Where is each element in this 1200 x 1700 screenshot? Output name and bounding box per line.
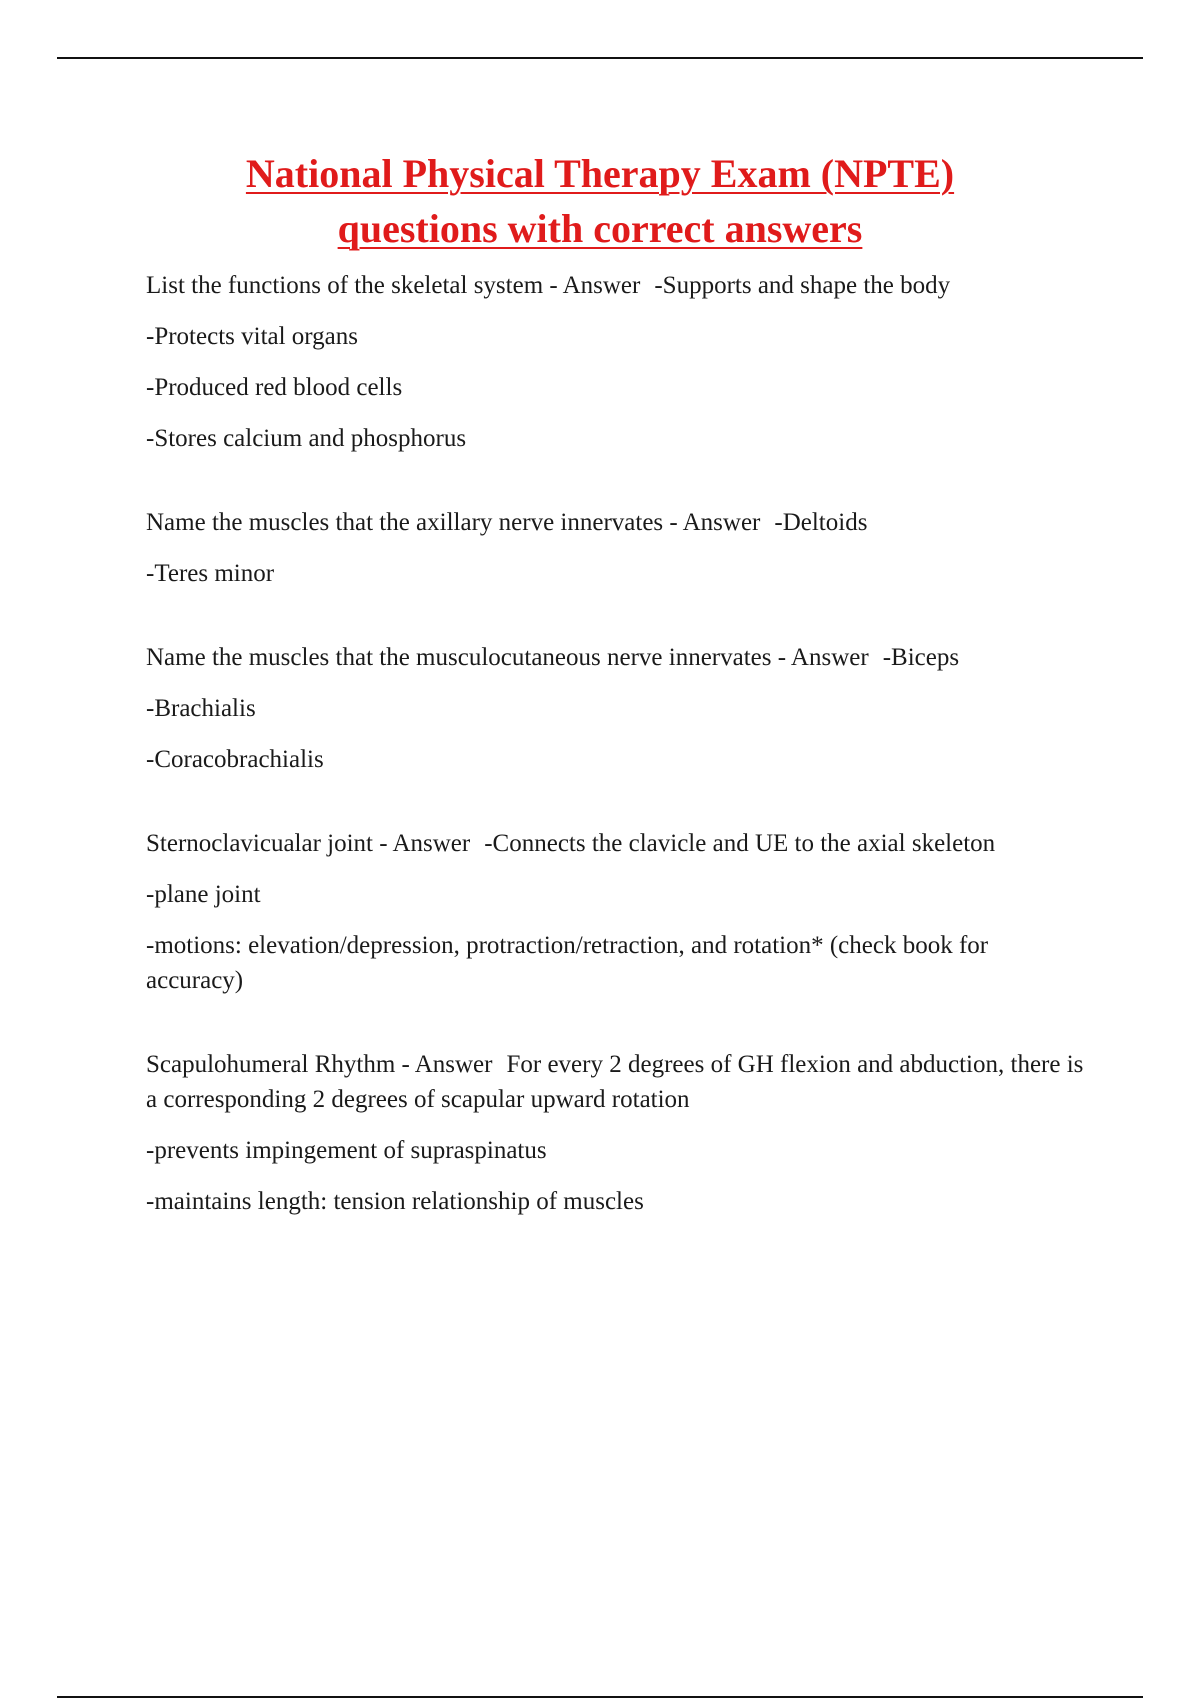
qa-question-line — [146, 826, 1086, 861]
answer-text: -Deltoids — [774, 509, 868, 536]
answer-text: -Supports and shape the body — [654, 272, 951, 299]
answer-text: For every 2 degrees of GH flexion and abduction, there is a corresponding 2 degrees of scapular upward rotation — [146, 1051, 1084, 1113]
answer-extra-line: -maintains length: tension relationship of muscles — [146, 1188, 644, 1215]
qa-question-line — [146, 505, 1086, 540]
title-line-2: questions with correct answers — [337, 206, 863, 251]
bottom-rule — [57, 1696, 1143, 1698]
question-text: Name the muscles that the axillary nerve innervates - Answer — [146, 509, 761, 536]
answer-extra-line: -Stores calcium and phosphorus — [146, 425, 467, 452]
qa-item — [146, 640, 1086, 777]
qa-question-line — [146, 268, 1086, 303]
answer-extra-line: -plane joint — [146, 881, 261, 908]
answer-extra-line: -Protects vital organs — [146, 323, 358, 350]
answer-text: -Biceps — [882, 644, 960, 671]
qa-item — [146, 826, 1086, 998]
qa-question-line — [146, 1047, 1086, 1117]
question-text: Sternoclavicualar joint - Answer — [146, 830, 471, 857]
qa-item — [146, 268, 1086, 456]
document-title — [120, 146, 1080, 256]
answer-extra-line: -Teres minor — [146, 560, 275, 587]
answer-text: -Connects the clavicle and UE to the axial skeleton — [484, 830, 996, 857]
question-text: Name the muscles that the musculocutaneous nerve innervates - Answer — [146, 644, 869, 671]
top-rule — [57, 57, 1143, 59]
qa-item — [146, 1047, 1086, 1219]
question-text: List the functions of the skeletal system - Answer — [146, 272, 641, 299]
answer-extra-line: -Brachialis — [146, 695, 256, 722]
answer-extra-line: -Produced red blood cells — [146, 374, 403, 401]
qa-list — [146, 268, 1086, 1268]
qa-item — [146, 505, 1086, 591]
answer-extra-line: -prevents impingement of supraspinatus — [146, 1137, 547, 1164]
answer-extra-line: -Coracobrachialis — [146, 746, 324, 773]
qa-question-line — [146, 640, 1086, 675]
answer-extra-line: -motions: elevation/depression, protraction/retraction, and rotation* (check book for accuracy) — [146, 932, 989, 994]
question-text: Scapulohumeral Rhythm - Answer — [146, 1051, 493, 1078]
title-line-1: National Physical Therapy Exam (NPTE) — [245, 151, 955, 196]
